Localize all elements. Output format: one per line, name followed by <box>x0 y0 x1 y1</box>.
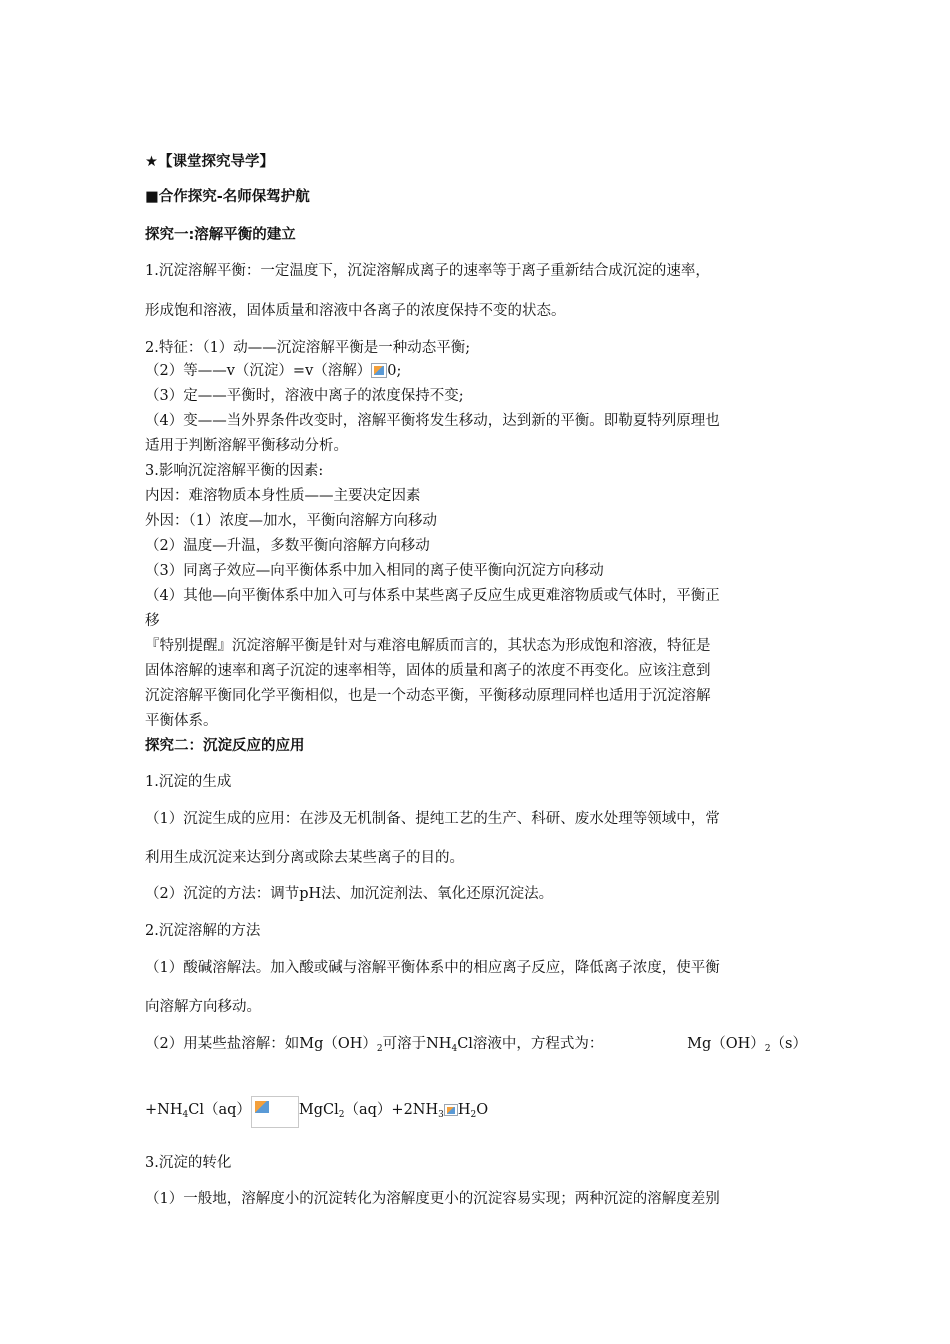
equation-start <box>687 1035 807 1053</box>
factor-line: （3）同离子效应—向平衡体系中加入相同的离子使平衡向沉淀方向移动 <box>145 563 604 579</box>
dissolve-line: 向溶解方向移动。 <box>145 999 261 1015</box>
tip-line: 『特别提醒』沉淀溶解平衡是针对与难溶电解质而言的，其状态为形成饱和溶液，特征是 <box>145 638 711 654</box>
equation-part: Cl（aq） <box>188 1102 251 1118</box>
definition-line: 1.沉淀溶解平衡：一定温度下，沉淀溶解成离子的速率等于离子重新结合成沉淀的速率， <box>145 263 710 279</box>
tip-line: 平衡体系。 <box>145 713 218 729</box>
equation-part: （s） <box>770 1036 807 1052</box>
equation-part: O <box>476 1102 489 1118</box>
salt-text-part: 可溶于NH <box>382 1036 452 1052</box>
dissolve-title: 2.沉淀溶解的方法 <box>145 923 261 939</box>
factor-line: 移 <box>145 613 160 629</box>
dissolve-line: （1）酸碱溶解法。加入酸或碱与溶解平衡体系中的相应离子反应，降低离子浓度，使平衡 <box>145 960 720 976</box>
formation-line: 利用生成沉淀来达到分离或除去某些离子的目的。 <box>145 850 464 866</box>
factor-line: （2）温度—升温，多数平衡向溶解方向移动 <box>145 538 430 554</box>
feature-line: （4）变——当外界条件改变时，溶解平衡将发生移动，达到新的平衡。即勒夏特列原理也 <box>145 413 720 429</box>
subscript: 4 <box>451 1044 458 1054</box>
salt-dissolve-line <box>145 1035 807 1053</box>
equation-part: H <box>457 1102 471 1118</box>
salt-text <box>145 1035 603 1053</box>
feature-line: 2.特征：（1）动——沉淀溶解平衡是一种动态平衡; <box>145 340 471 356</box>
salt-text-part: （2）用某些盐溶解：如Mg（OH） <box>145 1036 377 1052</box>
subscript: 4 <box>182 1110 189 1120</box>
factor-line: 外因：（1）浓度—加水，平衡向溶解方向移动 <box>145 513 437 529</box>
tip-line: 沉淀溶解平衡同化学平衡相似，也是一个动态平衡，平衡移动原理同样也适用于沉淀溶解 <box>145 688 711 704</box>
reaction-arrow-image-icon <box>251 1096 299 1128</box>
transform-title: 3.沉淀的转化 <box>145 1155 232 1171</box>
salt-text-part: Cl溶液中，方程式为： <box>457 1036 604 1052</box>
feature-line: （3）定——平衡时，溶液中离子的浓度保持不变; <box>145 388 464 404</box>
formation-title: 1.沉淀的生成 <box>145 774 232 790</box>
formation-line: （1）沉淀生成的应用：在涉及无机制备、提纯工艺的生产、科研、废水处理等领域中，常 <box>145 811 720 827</box>
explore1-title: 探究一:溶解平衡的建立 <box>145 227 296 243</box>
subsection-heading: ■合作探究-名师保驾护航 <box>145 189 310 205</box>
definition-line: 形成饱和溶液，固体质量和溶液中各离子的浓度保持不变的状态。 <box>145 303 566 319</box>
feature-text: （2）等——v（沉淀）=v（溶解） <box>145 363 372 379</box>
explore2-title: 探究二：沉淀反应的应用 <box>145 738 305 754</box>
subscript: 2 <box>470 1110 477 1120</box>
equation-part: MgCl <box>298 1102 339 1118</box>
equation-line <box>145 1096 488 1128</box>
subscript: 2 <box>338 1110 345 1120</box>
feature-line: 适用于判断溶解平衡移动分析。 <box>145 438 348 454</box>
equation-part: +NH <box>145 1102 183 1118</box>
transform-line: （1）一般地，溶解度小的沉淀转化为溶解度更小的沉淀容易实现；两种沉淀的溶解度差别 <box>145 1191 720 1207</box>
plus-sign-image-icon <box>444 1104 458 1116</box>
feature-line <box>145 362 401 380</box>
equation-part: Mg（OH） <box>687 1036 765 1052</box>
feature-text: 0; <box>387 363 402 379</box>
equation-part: （aq）+2NH <box>344 1102 439 1118</box>
not-equal-symbol-image-icon <box>371 363 387 378</box>
subscript: 2 <box>764 1044 771 1054</box>
section-heading: ★【课堂探究导学】 <box>145 154 274 170</box>
factor-line: 内因：难溶物质本身性质——主要决定因素 <box>145 488 421 504</box>
factor-line: （4）其他—向平衡体系中加入可与体系中某些离子反应生成更难溶物质或气体时，平衡正 <box>145 588 720 604</box>
subscript: 2 <box>376 1044 383 1054</box>
tip-line: 固体溶解的速率和离子沉淀的速率相等，固体的质量和离子的浓度不再变化。应该注意到 <box>145 663 711 679</box>
subscript: 3 <box>438 1110 444 1120</box>
factor-line: 3.影响沉淀溶解平衡的因素: <box>145 463 324 479</box>
formation-line: （2）沉淀的方法：调节pH法、加沉淀剂法、氧化还原沉淀法。 <box>145 886 554 902</box>
